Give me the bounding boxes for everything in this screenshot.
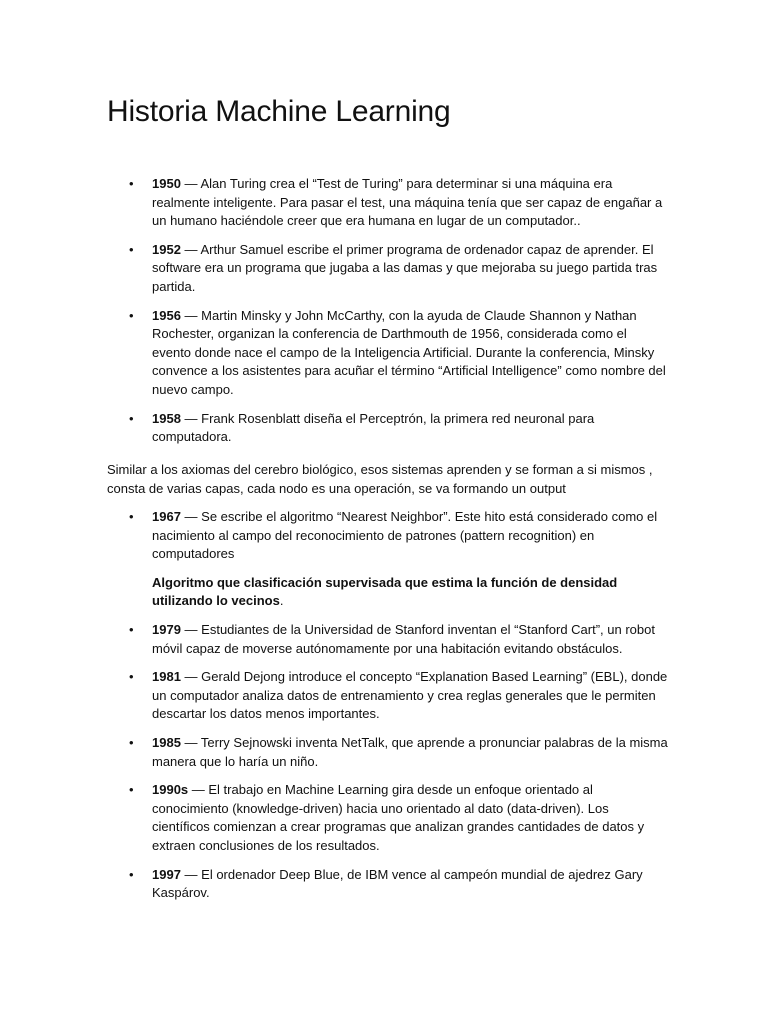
item-year: 1997 [152,866,181,882]
item-dash: — [180,866,202,882]
item-year: 1958 [152,410,181,426]
item-year: 1967 [152,509,181,524]
list-item [108,866,668,903]
list-item [108,781,668,855]
item-year: 1950 [152,176,181,191]
timeline-list-early [108,175,668,457]
item-year: 1985 [152,734,181,750]
bullet-icon: • [129,669,134,685]
item-dash: — [180,669,202,685]
bullet-icon: • [129,410,134,426]
timeline-list-late [108,508,668,913]
note-period: . [279,593,284,609]
algorithm-note [152,574,668,611]
bullet-icon: • [129,241,134,257]
item-dash: — [180,241,201,257]
list-item [108,307,668,400]
item-text: Martin Minsky y John McCarthy, con la ayuda de Claude Shannon y Nathan Rochester, organizan la conferencia de Darthmouth de 1956, considerada como el evento donde nace el campo de la Inteligencia Artificial. Durante la conferencia, Minsky convence a los asistentes para acuñar el término “Artificial Intelligence” como nombre del nuevo campo. [152,307,666,397]
list-item [108,668,668,724]
list-item [108,175,668,231]
item-dash: — [180,734,201,750]
item-text: Arthur Samuel escribe el primer programa de ordenador capaz de aprender. El software era un programa que jugaba a las damas y que mejoraba su juego partida tras partida. [152,241,658,294]
list-item [108,508,668,564]
item-text: El ordenador Deep Blue, de IBM vence al campeón mundial de ajedrez Gary Kaspárov. [152,866,643,901]
item-year: 1981 [152,669,181,685]
item-text: Se escribe el algoritmo “Nearest Neighbor”. Este hito está considerado como el nacimiento al campo del reconocimiento de patrones (pattern recognition) en computadores [152,509,658,562]
item-text: Frank Rosenblatt diseña el Perceptrón, la primera red neuronal para computadora. [152,410,595,445]
item-dash: — [180,621,202,637]
list-item [108,734,668,771]
item-dash: — [180,410,202,426]
item-year: 1979 [152,621,181,637]
item-text: El trabajo en Machine Learning gira desde un enfoque orientado al conocimiento (knowledge-driven) hacia uno orientado al dato (data-driven). Los científicos comienzan a crear programas que analizan grandes cantidades de datos y extraen conclusiones de los resultados. [152,782,645,853]
page-title: Historia Machine Learning [107,95,451,128]
list-item [108,410,668,447]
item-text: Gerald Dejong introduce el concepto “Explanation Based Learning” (EBL), donde un computador analiza datos de entrenamiento y crea reglas generales que le permiten descartar los datos menos importantes. [152,669,668,722]
note-bold-text: Algoritmo que clasificación supervisada que estima la función de densidad utilizando lo vecinos [152,574,618,609]
item-dash: — [188,782,209,798]
body-paragraph: Similar a los axiomas del cerebro biológico, esos sistemas aprenden y se forman a si mismos , consta de varias capas, cada nodo es una operación, se va formando un output [107,462,653,496]
item-text: Terry Sejnowski inventa NetTalk, que aprende a pronunciar palabras de la misma manera que lo haría un niño. [152,734,668,769]
item-year: 1952 [152,241,181,257]
item-year: 1990s [152,782,189,798]
item-dash: — [180,509,202,524]
item-dash: — [180,176,201,191]
bullet-icon: • [129,176,134,191]
bullet-icon: • [129,734,134,750]
bullet-icon: • [129,621,134,637]
list-item [108,241,668,297]
list-item [108,621,668,658]
item-year: 1956 [152,307,181,323]
bullet-icon: • [129,782,134,798]
bullet-icon: • [129,866,134,882]
item-text: Alan Turing crea el “Test de Turing” para determinar si una máquina era realmente inteligente. Para pasar el test, una máquina tenía que ser capaz de engañar a un humano haciéndole creer que era humana en lugar de un computador.. [152,176,663,229]
note-block [108,574,668,611]
bullet-icon: • [129,307,134,323]
item-dash: — [180,307,202,323]
bullet-icon: • [129,509,134,524]
item-text: Estudiantes de la Universidad de Stanford inventan el “Stanford Cart”, un robot móvil capaz de moverse autónomamente por una habitación evitando obstáculos. [152,621,655,656]
